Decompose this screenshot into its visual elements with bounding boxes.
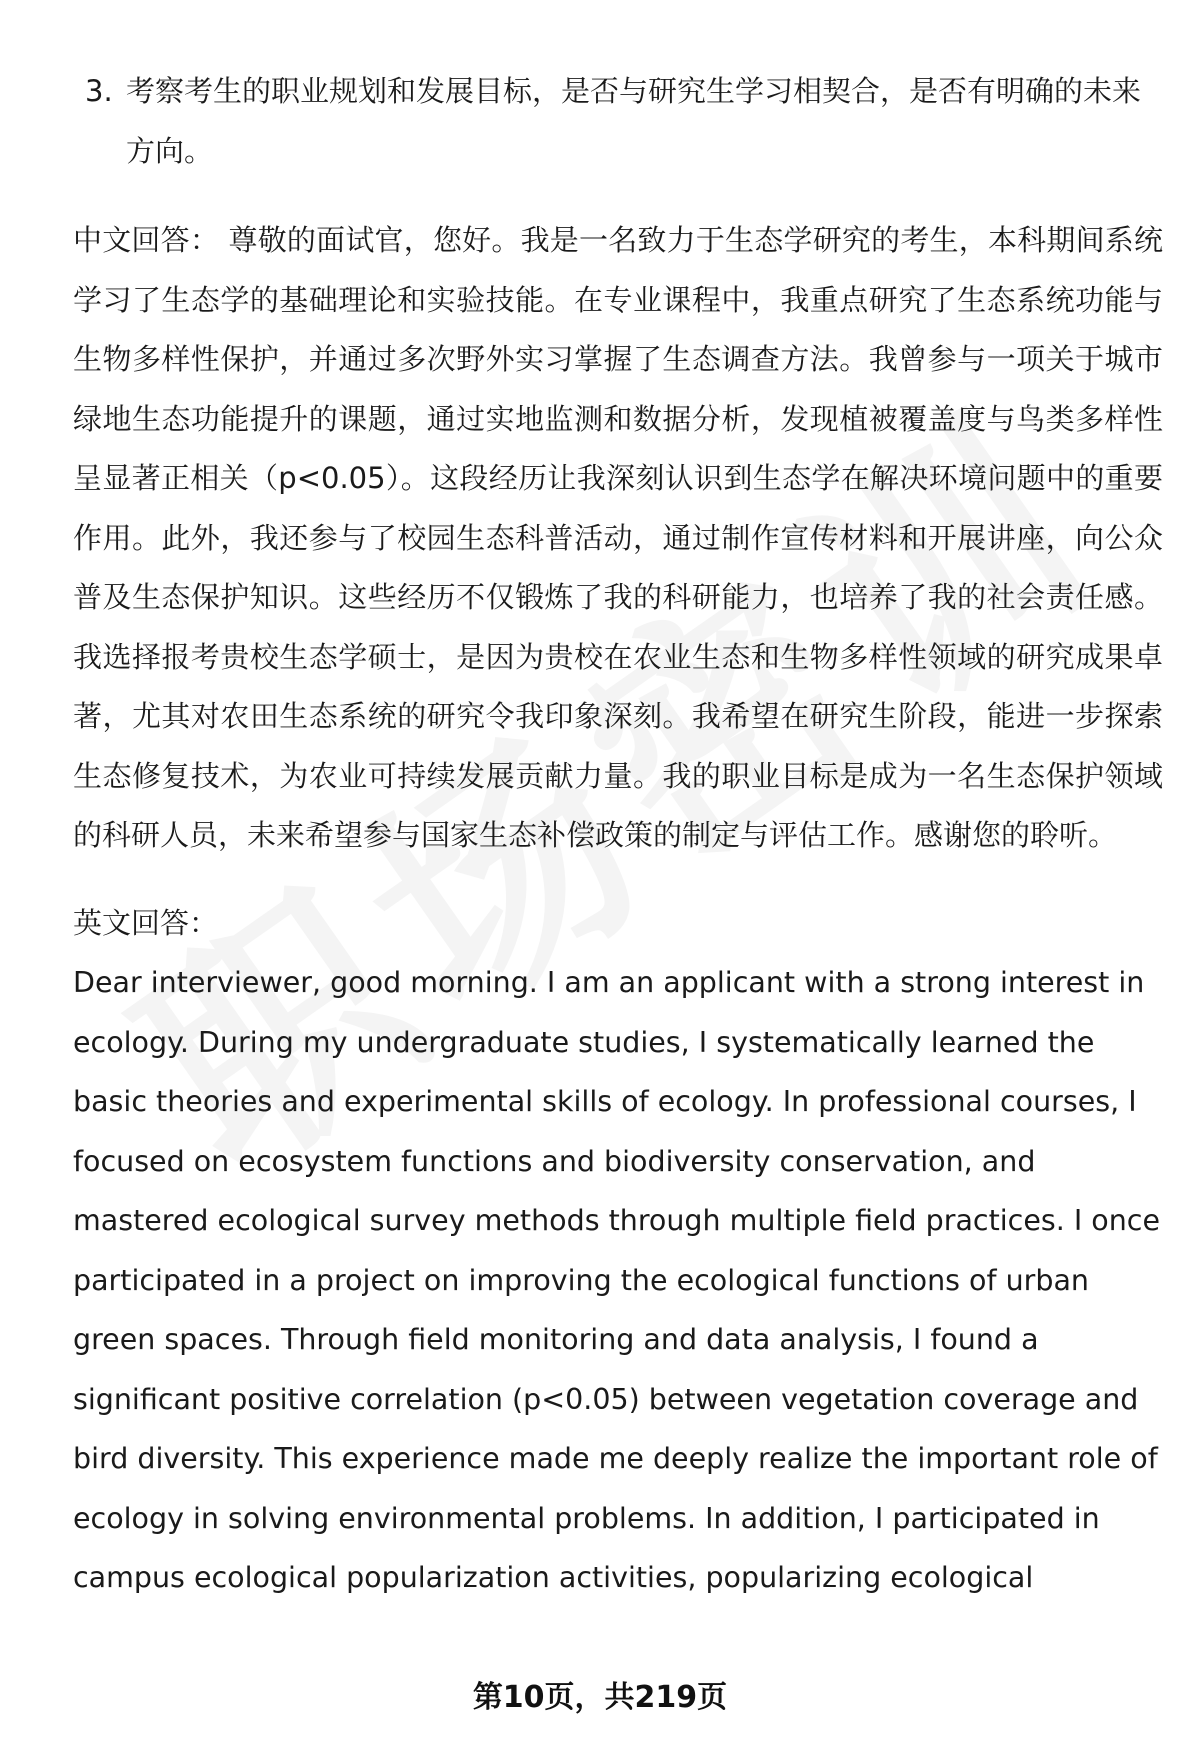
question-item	[73, 62, 1163, 181]
chinese-answer	[73, 211, 1163, 866]
english-answer-label: 英文回答：	[73, 905, 219, 940]
question-number: 3.	[85, 74, 113, 108]
page-number-footer: 第10页，共219页	[472, 1680, 728, 1715]
english-answer-text: Dear interviewer, good morning. I am an applicant with a strong interest in ecology. During my undergraduate studies, I systematically learned the basic theories and experimental skills of ecology. In professional courses, I focused on ecosystem functions and biodiversity conservation, and mastered ecological survey methods through multiple field practices. I once participated in a project on improving the ecological functions of urban green spaces. Through field monitoring and data analysis, I found a significant positive correlation (p<0.05) between vegetation coverage and bird diversity. This experience made me deeply realize the important role of ecology in solving environmental problems. In addition, I participated in campus ecological popularization activities, popularizing ecological	[73, 966, 1161, 1594]
chinese-answer-text: 尊敬的面试官，您好。我是一名致力于生态学研究的考生，本科期间系统学习了生态学的基础理论和实验技能。在专业课程中，我重点研究了生态系统功能与生物多样性保护，并通过多次野外实习掌握了生态调查方法。我曾参与一项关于城市绿地生态功能提升的课题，通过实地监测和数据分析，发现植被覆盖度与鸟类多样性呈显著正相关（p<0.05）。这段经历让我深刻认识到生态学在解决环境问题中的重要作用。此外，我还参与了校园生态科普活动，通过制作宣传材料和开展讲座，向公众普及生态保护知识。这些经历不仅锻炼了我的科研能力，也培养了我的社会责任感。我选择报考贵校生态学硕士，是因为贵校在农业生态和生物多样性领域的研究成果卓著，尤其对农田生态系统的研究令我印象深刻。我希望在研究生阶段，能进一步探索生态修复技术，为农业可持续发展贡献力量。我的职业目标是成为一名生态保护领域的科研人员，未来希望参与国家生态补偿政策的制定与评估工作。感谢您的聆听。	[73, 223, 1163, 852]
question-text: 考察考生的职业规划和发展目标，是否与研究生学习相契合，是否有明确的未来方向。	[126, 74, 1142, 168]
page-content	[73, 62, 1163, 1608]
chinese-answer-label: 中文回答：	[73, 223, 220, 257]
